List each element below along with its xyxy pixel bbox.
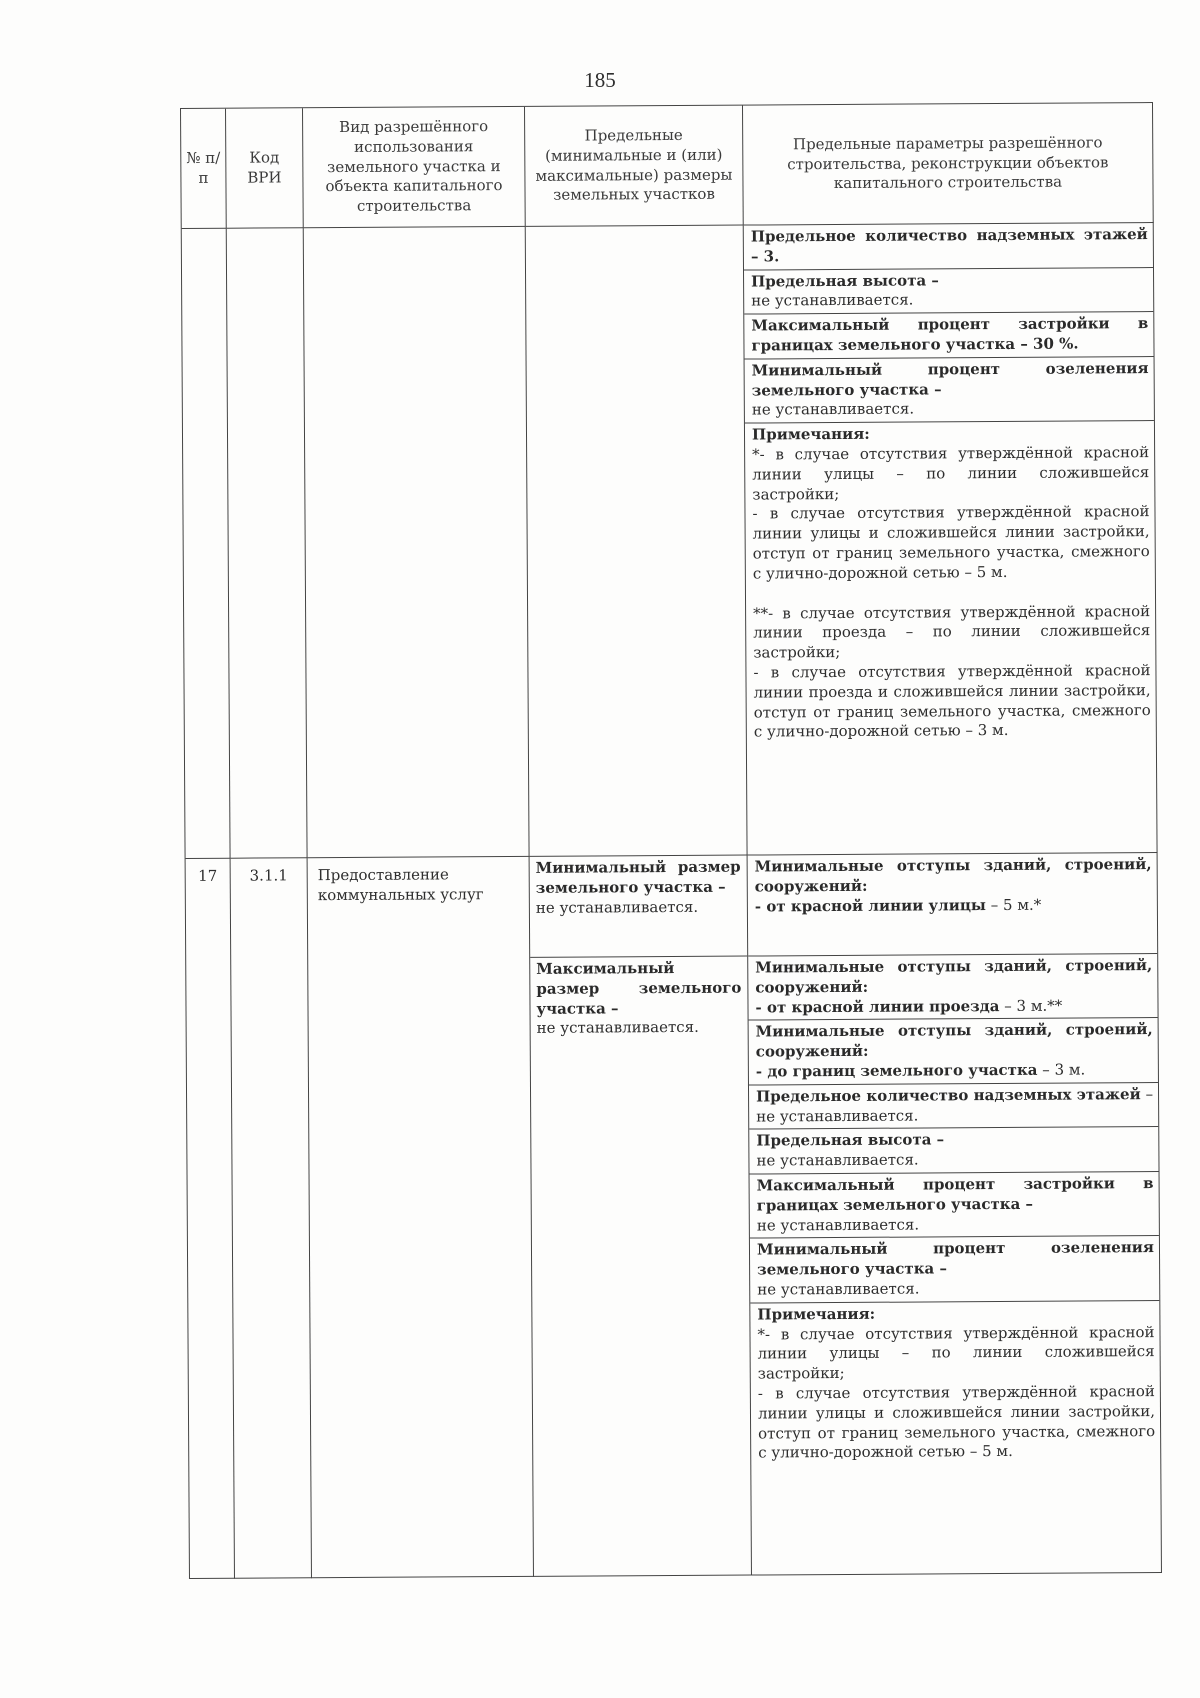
param-green-percent: Минимальный процент озеленения земельного участка – не устанавливается. [745, 357, 1154, 424]
min-size: Минимальный размер земельного участка – не устанавливается. [530, 856, 748, 958]
note-17-2: - в случае отсутствия утверждённой красной линии улицы и сложившейся линии застройки, отступ от границ земельного участка, смежного с улично-дорожной сетью – 5 м. [757, 1382, 1156, 1462]
note-17-1: *- в случае отсутствия утверждённой красной линии улицы – по линии сложившейся застройки; [757, 1322, 1155, 1383]
header-code: Код ВРИ [226, 108, 304, 228]
cont-sizes-cell [526, 226, 748, 857]
row17-use: Предоставление коммунальных услуг [308, 857, 534, 1578]
param-height: Предельная высота – не устанавливается. [744, 268, 1153, 315]
offset-boundary: Минимальные отступы зданий, строений, сооружений: - до границ земельного участка – 3 м. [749, 1018, 1158, 1085]
cont-num-cell [182, 229, 231, 859]
param-height-17: Предельная высота – не устанавливается. [749, 1127, 1158, 1174]
note-2: - в случае отсутствия утверждённой красной линии улицы и сложившейся линии застройки, отступ от границ земельного участка, смежного с улично-дорожной сетью – 5 м. [752, 502, 1150, 583]
param-green-percent-17: Минимальный процент озеленения земельного участка – не устанавливается. [750, 1236, 1159, 1303]
offset-passage: Минимальные отступы зданий, строений, сооружений: - от красной линии проезда – 3 м.** [748, 954, 1157, 1021]
param-build-percent: Максимальный процент застройки в границах земельного участка – 30 %. [744, 312, 1153, 359]
notes [745, 421, 1157, 854]
offset-street: Минимальные отступы зданий, строений, сооружений: - от красной линии улицы – 5 м.* [748, 853, 1158, 956]
param-build-percent-17: Максимальный процент застройки в границах земельного участка – не устанавливается. [750, 1172, 1159, 1239]
param-floors-17: Предельное количество надземных этажей – не устанавливается. [749, 1083, 1158, 1130]
cont-params-cell [744, 223, 1158, 855]
max-size: Максимальный размер земельного участка – не устанавливается. [536, 958, 742, 1038]
header-use: Вид разрешённого использования земельного участка и объекта капитального строительства [303, 107, 526, 228]
row17-params [748, 853, 1162, 1575]
note-4: - в случае отсутствия утверждённой красной линии проезда и сложившейся линии застройки, отступ от границ земельного участка, смежного с улично-дорожной сетью – 3 м. [753, 661, 1151, 741]
cont-use-cell [304, 227, 530, 858]
row17-num: 17 [186, 859, 235, 1579]
table-row-continued [182, 223, 1158, 859]
table-header-row [181, 103, 1154, 229]
regulations-table [180, 102, 1162, 1579]
note-1: *- в случае отсутствия утверждённой красной линии улицы – по линии сложившейся застройки; [752, 443, 1150, 504]
page-number: 185 [584, 68, 616, 92]
note-3: **- в случае отсутствия утверждённой красной линии проезда – по линии сложившейся застройки; [753, 601, 1151, 662]
header-sizes: Предельные (минимальные и (или) максимальные) размеры земельных участков [525, 106, 744, 227]
notes-17 [750, 1301, 1161, 1575]
header-num: № п/п [181, 109, 227, 229]
cont-code-cell [227, 228, 308, 858]
notes-title-17: Примечания: [757, 1304, 876, 1324]
param-floors: Предельное количество надземных этажей – 3. [744, 223, 1153, 270]
row17-sizes [530, 856, 752, 1577]
notes-title: Примечания: [751, 424, 870, 444]
table-row-17 [186, 853, 1162, 1579]
header-params: Предельные параметры разрешённого строительства, реконструкции объектов капитального строительства [743, 103, 1154, 226]
row17-code: 3.1.1 [231, 858, 312, 1578]
